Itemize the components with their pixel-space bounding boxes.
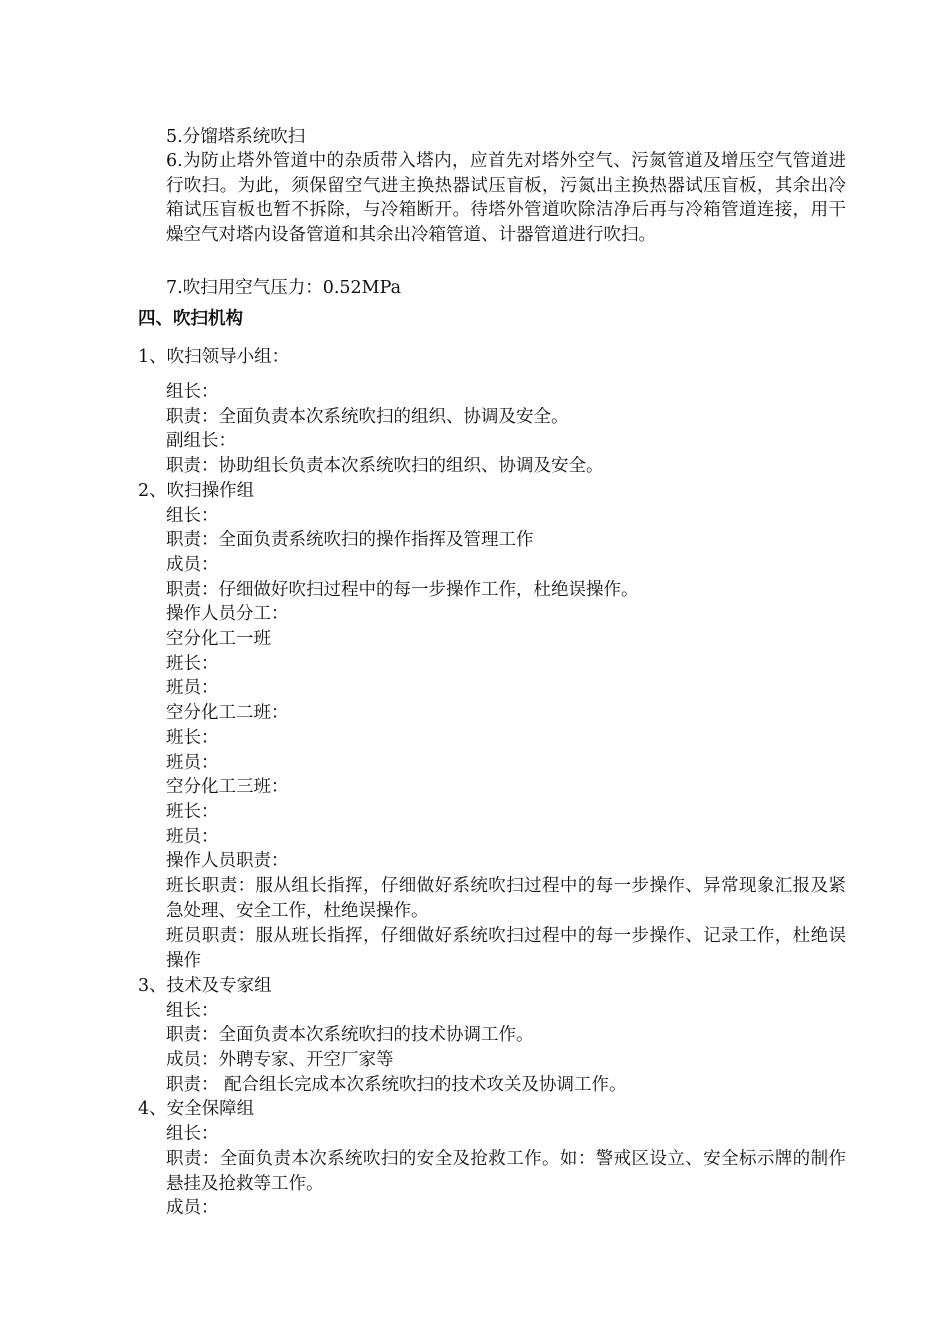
group1-title: 1、吹扫领导小组：	[138, 347, 290, 367]
class2-head: 班长：	[166, 728, 219, 748]
group3-members: 成员：外聘专家、开空厂家等	[166, 1050, 394, 1070]
group1-leader: 组长：	[166, 382, 219, 402]
group4-leader: 组长：	[166, 1124, 219, 1144]
class1-staff: 班员：	[166, 678, 219, 698]
group3-members-duty: 职责： 配合组长完成本次系统吹扫的技术攻关及协调工作。	[166, 1075, 627, 1095]
group2-leader: 组长：	[166, 506, 219, 526]
group3-leader: 组长：	[166, 1001, 219, 1021]
item-5: 5.分馏塔系统吹扫	[166, 127, 306, 147]
class1-title: 空分化工一班	[166, 629, 271, 649]
item-7: 7.吹扫用空气压力：0.52MPa	[166, 278, 402, 298]
group4-leader-duty-paragraph: 职责：全面负责本次系统吹扫的安全及抢救工作。如：警戒区设立、安全标示牌的制作悬挂及抢救等工作。	[166, 1149, 846, 1194]
class3-head: 班长：	[166, 802, 219, 822]
class2-staff: 班员：	[166, 753, 219, 773]
group2-leader-duty: 职责：全面负责系统吹扫的操作指挥及管理工作	[166, 530, 534, 550]
group2-duties-title: 操作人员职责：	[166, 851, 289, 871]
head-duty-paragraph: 班长职责：服从组长指挥，仔细做好系统吹扫过程中的每一步操作、异常现象汇报及紧急处理、安全工作，杜绝误操作。	[166, 876, 846, 921]
group1-leader-duty: 职责：全面负责本次系统吹扫的组织、协调及安全。	[166, 407, 569, 427]
class3-staff: 班员：	[166, 827, 219, 847]
group2-title: 2、吹扫操作组	[138, 481, 255, 501]
class2-title: 空分化工二班：	[166, 703, 289, 723]
group2-members: 成员：	[166, 555, 219, 575]
group3-leader-duty: 职责：全面负责本次系统吹扫的技术协调工作。	[166, 1025, 534, 1045]
section-heading: 四、吹扫机构	[138, 309, 243, 329]
group1-deputy: 副组长：	[166, 431, 236, 451]
group2-members-duty: 职责：仔细做好吹扫过程中的每一步操作工作，杜绝误操作。	[166, 580, 639, 600]
staff-duty-paragraph: 班员职责：服从班长指挥，仔细做好系统吹扫过程中的每一步操作、记录工作，杜绝误操作	[166, 926, 846, 971]
class3-title: 空分化工三班：	[166, 777, 289, 797]
group4-members: 成员：	[166, 1198, 219, 1218]
class1-head: 班长：	[166, 654, 219, 674]
group3-title: 3、技术及专家组	[138, 976, 272, 996]
item-6-paragraph: 6.为防止塔外管道中的杂质带入塔内，应首先对塔外空气、污氮管道及增压空气管道进行吹扫。为此，须保留空气进主换热器试压盲板，污氮出主换热器试压盲板，其余出冷箱试压盲板也暂不拆除，与冷箱断开。待塔外管道吹除洁净后再与冷箱管道连接，用干燥空气对塔内设备管道和其余出冷箱管道、计器管道进行吹扫。	[166, 151, 846, 245]
group4-title: 4、安全保障组	[138, 1099, 255, 1119]
group1-deputy-duty: 职责：协助组长负责本次系统吹扫的组织、协调及安全。	[166, 456, 604, 476]
group2-division: 操作人员分工：	[166, 604, 289, 624]
